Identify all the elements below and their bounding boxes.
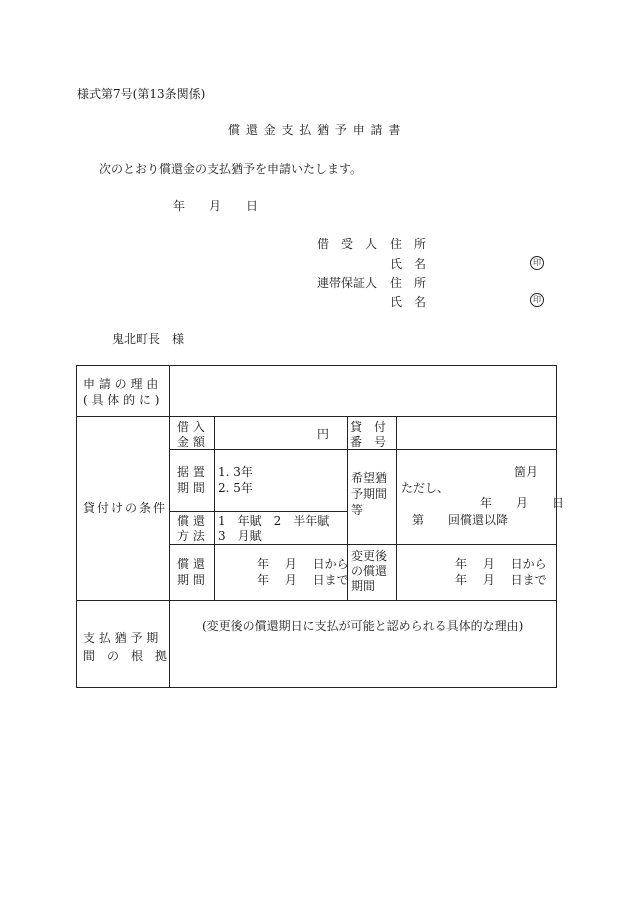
deferment-label: 期 間 [177, 481, 205, 495]
page-title: 償 還 金 支 払 猶 予 申 請 書 [228, 123, 402, 137]
months-unit: 箇月 [514, 465, 539, 479]
table-rule [396, 416, 397, 600]
table-rule [77, 600, 556, 601]
guarantor-label: 連帯保証人 [317, 276, 378, 290]
date-year: 年 [173, 199, 186, 213]
method-option: 1 年賦 2 半年賦 [218, 514, 330, 528]
table-rule [77, 416, 556, 417]
application-table [76, 365, 565, 688]
period-until: 年 月 日まで [257, 573, 349, 587]
table-rule [169, 511, 347, 512]
changed-period-label: 変更後 [351, 549, 388, 563]
reason-label: 申 請 の 理 由 [83, 377, 159, 391]
desired-label: 予期間 [351, 487, 388, 501]
changed-period-until: 年 月 日まで [455, 573, 547, 587]
desired-date: 年 月 日 [480, 496, 565, 510]
period-label: 期 間 [177, 573, 205, 587]
period-from: 年 月 日から [257, 557, 349, 571]
period-label: 償 還 [177, 557, 205, 571]
guarantor-name-label: 氏 名 [390, 295, 427, 309]
reason-sublabel: ( 具 体 的 に ) [83, 393, 160, 407]
borrower-name-label: 氏 名 [390, 257, 427, 271]
loan-amount-label: 借 入 [177, 420, 205, 434]
loan-amount-label: 金 額 [177, 435, 205, 449]
loan-number-label: 番 号 [350, 435, 387, 449]
deferment-label: 据 置 [177, 465, 205, 479]
changed-period-label: 期間 [351, 579, 376, 593]
intro-text: 次のとおり償還金の支払猶予を申請いたします。 [99, 162, 363, 176]
yen-unit: 円 [317, 427, 330, 441]
deferment-option: 2. 5年 [218, 481, 253, 495]
seal-mark: 印 [530, 293, 544, 307]
table-rule [169, 449, 556, 450]
seal-mark: 印 [530, 256, 544, 270]
borrower-address-label: 住 所 [390, 237, 427, 251]
form-number: 様式第7号(第13条関係) [77, 87, 206, 101]
table-rule [214, 416, 215, 600]
borrower-label: 借 受 人 [317, 237, 378, 251]
method-option: 3 月賦 [218, 529, 262, 543]
method-label: 方 法 [177, 529, 205, 543]
guarantor-address-label: 住 所 [390, 276, 427, 290]
date-month: 月 [209, 199, 222, 213]
basis-label: 支 払 猶 予 期 [83, 631, 159, 645]
method-label: 償 還 [177, 514, 205, 528]
loan-number-label: 貸 付 [350, 420, 387, 434]
installment-text: 第 回償還以降 [412, 513, 509, 527]
changed-period-label: の償還 [351, 564, 388, 578]
table-rule [169, 366, 170, 687]
table-rule [169, 544, 556, 545]
changed-period-from: 年 月 日から [455, 557, 547, 571]
date-day: 日 [246, 199, 259, 213]
conditions-label: 貸付けの条件 [83, 501, 168, 515]
addressee: 鬼北町長 様 [112, 332, 185, 346]
desired-label: 希望猶 [351, 471, 388, 485]
basis-label: 間 の 根 拠 [83, 649, 168, 663]
desired-label: 等 [351, 503, 364, 517]
proviso-text: ただし、 [401, 481, 450, 495]
basis-note: (変更後の償還期日に支払が可能と認められる具体的な理由) [202, 619, 524, 633]
deferment-option: 1. 3年 [218, 465, 253, 479]
